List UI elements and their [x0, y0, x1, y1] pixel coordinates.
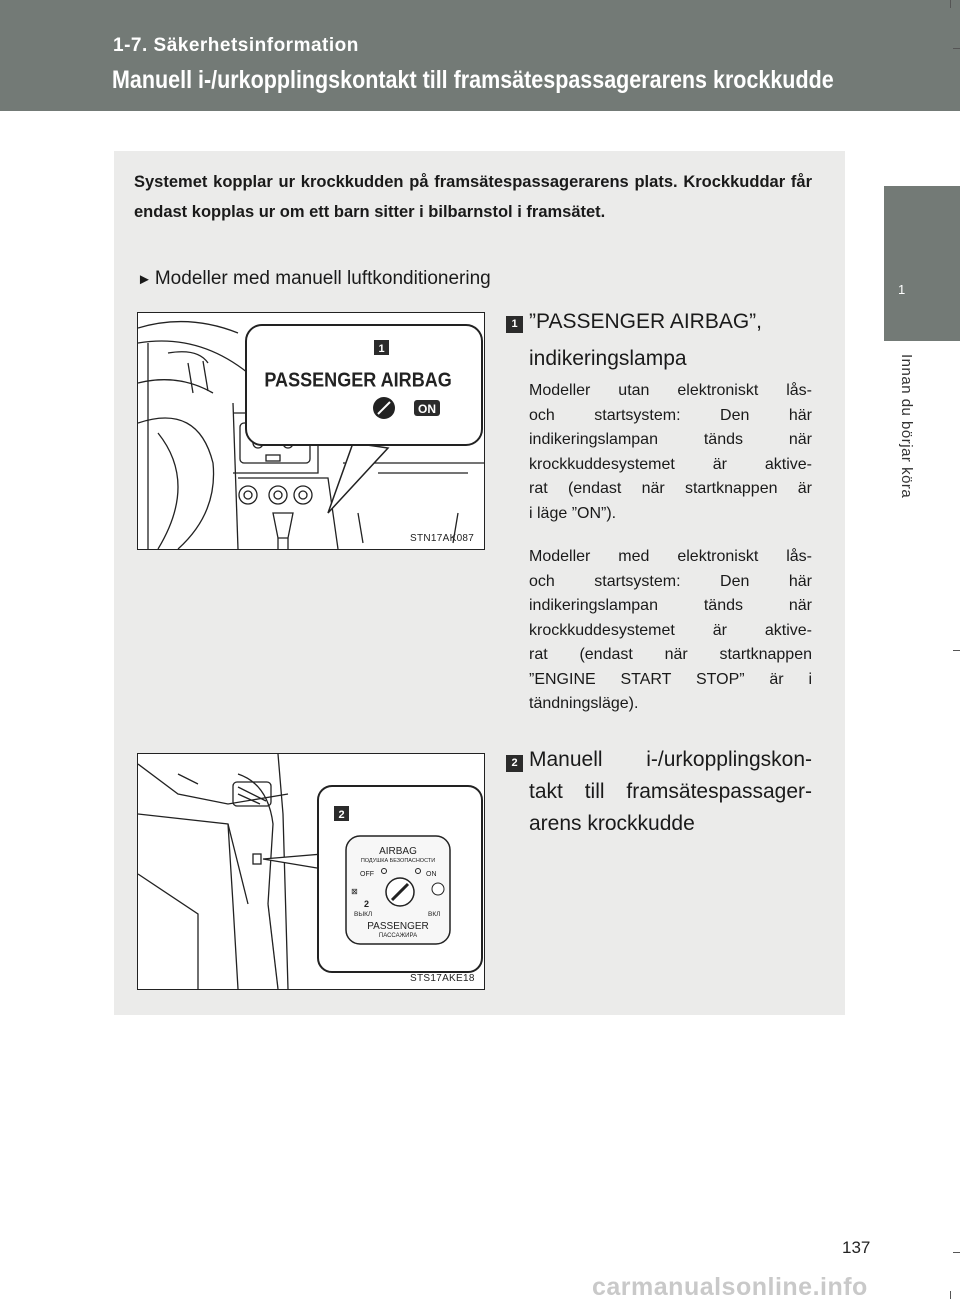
child-seat-icon: ⊠ — [351, 887, 358, 896]
figure2-code: STS17AKE18 — [410, 973, 475, 984]
figure-airbag-switch — [137, 753, 485, 990]
switch-bottom-ru-label: ПАССАЖИРА — [378, 933, 418, 939]
chapter-number: 1 — [898, 282, 906, 297]
text-line: i läge ”ON”). — [529, 504, 617, 522]
switch-on-label: ON — [426, 871, 437, 878]
item2-title-line: Manuell i-/urkopplingskon- — [529, 748, 812, 771]
text-line: ”ENGINE START STOP” är i — [529, 670, 812, 688]
switch-top-ru-label: ПОДУШКА БЕЗОПАСНОСТИ — [360, 858, 436, 864]
item2-title-line: takt till framsätespassager- — [529, 780, 812, 803]
item2-title-line: arens krockkudde — [529, 812, 695, 835]
section-label: 1-7. Säkerhetsinformation — [113, 35, 359, 56]
text-line: Modeller utan elektroniskt lås- — [529, 382, 812, 399]
crop-mark — [950, 0, 951, 8]
switch-illustration — [138, 754, 484, 989]
watermark: carmanualsonline.info — [592, 1273, 868, 1301]
text-line: och startsystem: Den här — [529, 406, 812, 424]
text-line: Modeller med elektroniskt lås- — [529, 548, 812, 565]
intro-text: Systemet kopplar ur krockkudden på framsätespassagerarens plats. Krockkuddar får endast kopplas ur om ett barn sitter i bilbarnstol i framsätet. — [134, 173, 812, 221]
text-line: krockkuddesystemet är aktive- — [529, 455, 812, 473]
text-line: krockkuddesystemet är aktive- — [529, 621, 812, 639]
item1-title-line: indikeringslampa — [529, 347, 687, 370]
switch-on-ru-label: ВКЛ — [428, 911, 441, 918]
subheading — [137, 268, 491, 290]
text-line: tändningsläge). — [529, 695, 639, 712]
page-number: 137 — [842, 1238, 871, 1257]
text-line: indikeringslampan tänds när — [529, 431, 812, 448]
item1-title — [529, 306, 762, 375]
passenger-airbag-label: PASSENGER AIRBAG — [264, 369, 452, 392]
figure1-code: STN17AK087 — [410, 533, 475, 544]
item1-paragraph-2 — [529, 545, 812, 717]
switch-top-label: AIRBAG — [379, 846, 417, 857]
crop-mark — [953, 1252, 960, 1253]
dashboard-illustration — [138, 313, 484, 549]
item1-title-line: ”PASSENGER AIRBAG”, — [529, 310, 762, 333]
switch-off-ru-label: ВЫКЛ — [354, 911, 373, 918]
text-line: indikeringslampan tänds när — [529, 597, 812, 614]
crop-mark — [953, 650, 960, 651]
triangle-bullet-icon: ► — [137, 271, 152, 288]
chapter-tab — [884, 186, 960, 341]
item-marker-2: 2 — [506, 755, 523, 772]
item2-title — [529, 744, 812, 840]
switch-num-label: 2 — [364, 899, 370, 909]
item-marker-1: 1 — [506, 316, 523, 333]
text-line: rat (endast när startknappen — [529, 646, 812, 663]
switch-bottom-label: PASSENGER — [367, 921, 429, 932]
figure2-callout: 2 — [338, 809, 345, 821]
text-line: och startsystem: Den här — [529, 572, 812, 590]
subheading-text: Modeller med manuell luftkonditionering — [154, 268, 491, 289]
indicator-on-label: ON — [418, 402, 436, 416]
figure1-callout: 1 — [378, 343, 385, 355]
chapter-label: Innan du börjar köra — [898, 354, 915, 499]
text-line: rat (endast när startknappen är — [529, 480, 812, 497]
figure-dashboard-indicator — [137, 312, 485, 550]
crop-mark — [953, 48, 960, 49]
airbag-icon — [432, 883, 444, 895]
crop-mark — [950, 1291, 951, 1299]
switch-off-label: OFF — [360, 871, 374, 878]
item1-paragraph-1 — [529, 379, 812, 526]
page-title: Manuell i-/urkopplingskontakt till framsätespassagerarens krockkudde — [112, 66, 834, 94]
